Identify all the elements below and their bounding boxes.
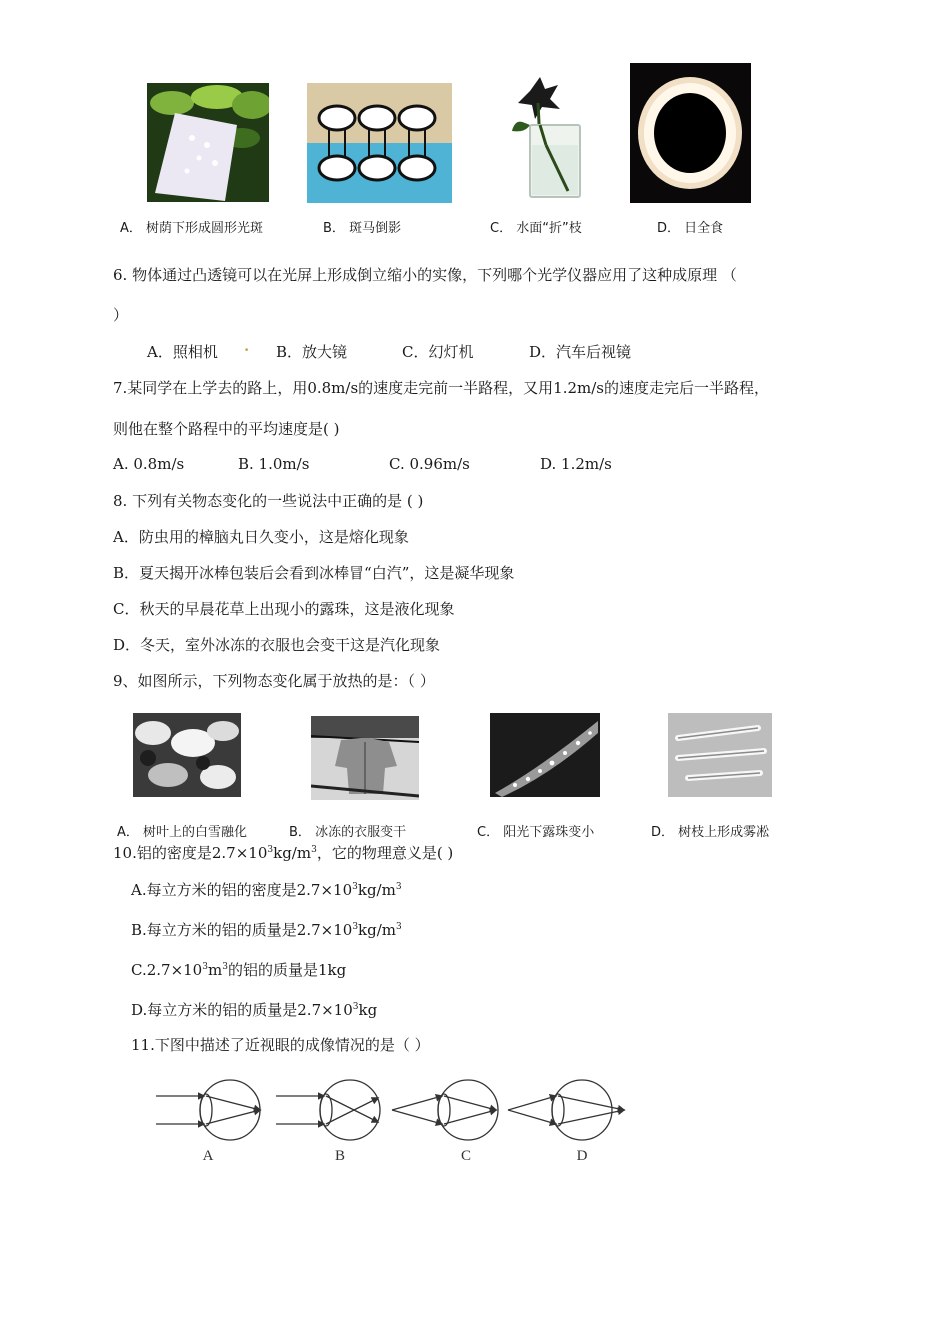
q7-option-a: A. 0.8m/s [113,455,185,473]
q6-option-c: C．幻灯机 [402,343,474,361]
eye-diagrams [150,1070,640,1170]
q6-stem: 6. 物体通过凸透镜可以在光屏上形成倒立缩小的实像，下列哪个光学仪器应用了这种成原理 （ [113,266,737,284]
q10-option-b: B.每立方米的铝的质量是$2.7\times 10^3kg/m^3$ [131,921,402,939]
q7-option-c: C. 0.96m/s [389,455,470,473]
q5-caption-b: B． 斑马倒影 [323,221,402,236]
q5-caption-c: C． 水面“折”枝 [490,221,582,236]
frozen-clothes-image [311,716,419,800]
q6-option-b: B．放大镜 [276,343,348,361]
dew-drops-image [490,713,600,797]
q11-stem: 11.下图中描述了近视眼的成像情况的是（ ） [131,1036,430,1054]
q9-caption-a: A． 树叶上的白雪融化 [117,825,248,840]
q6-stem-close: ） [113,306,129,324]
q9-caption-d: D． 树枝上形成雾凇 [651,825,770,840]
q9-caption-b: B． 冰冻的衣服变干 [289,825,407,840]
q5-caption-a: A． 树荫下形成圆形光斑 [120,221,264,236]
q8-option-a: A．防虫用的樟脑丸日久变小，这是熔化现象 [113,528,409,546]
eye-diagram-c [392,1080,498,1140]
q7-stem-line2: 则他在整个路程中的平均速度是( ) [113,420,340,438]
q9-caption-c: C． 阳光下露珠变小 [477,825,595,840]
zebra-reflection-image [307,83,452,203]
eye-label-c: C [460,1148,472,1164]
eye-diagram-b [276,1080,380,1140]
q8-stem: 8. 下列有关物态变化的一些说法中正确的是 ( ) [113,492,424,510]
q7-option-b: B. 1.0m/s [238,455,310,473]
q10-option-a: A.每立方米的铝的密度是$2.7\times 10^3kg/m^3$ [131,881,402,899]
q6-option-d: D．汽车后视镜 [529,343,632,361]
total-solar-eclipse-image [630,63,751,203]
q7-option-d: D. 1.2m/s [540,455,612,473]
eye-diagram-a [156,1080,260,1140]
q7-stem-line1: 7.某同学在上学去的路上，用0.8m/s的速度走完前一半路程，又用1.2m/s的速度走完后一半路程， [113,379,769,397]
eye-label-a: A [202,1148,214,1164]
q8-option-c: C．秋天的早晨花草上出现小的露珠，这是液化现象 [113,600,455,618]
eye-label-b: B [334,1148,346,1164]
q8-option-b: B．夏天揭开冰棒包装后会看到冰棒冒“白汽”，这是凝华现象 [113,564,515,582]
q5-caption-d: D． 日全食 [657,221,724,236]
eye-label-d: D [576,1148,588,1164]
q10-stem: 10.铝的密度是$2.7\times 10^3kg/m^3$，它的物理意义是( ) [113,844,454,862]
snow-on-leaves-image [133,713,241,797]
q6-option-a: A．照相机 [147,343,218,361]
q6-stray-mark: . [244,337,250,355]
q10-option-c: $C.2.7\times 10^3m^3$的铝的质量是1kg [131,961,347,979]
eye-diagram-d [508,1080,624,1140]
rime-on-branches-image [668,713,772,797]
tree-shade-light-spots-image [147,83,269,202]
q8-option-d: D．冬天，室外冰冻的衣服也会变干这是汽化现象 [113,636,441,654]
bent-branch-in-water-image [490,73,590,203]
q9-stem: 9、如图所示，下列物态变化属于放热的是：（ ） [113,672,435,690]
q10-option-d: D.每立方米的铝的质量是$2.7\times 10^3kg$ [131,1001,378,1019]
